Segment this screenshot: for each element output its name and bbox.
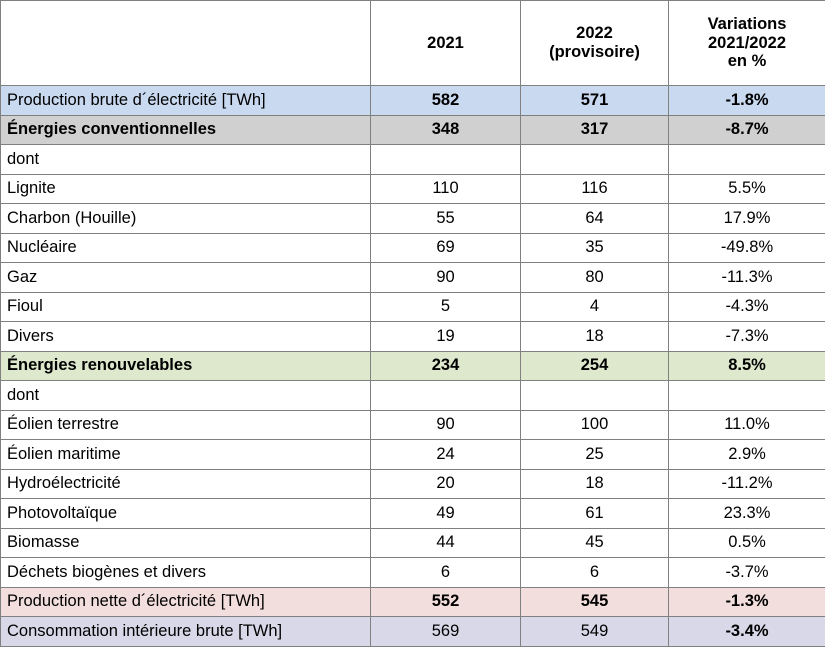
row-value-2022: 18 [521,322,669,352]
row-label: Charbon (Houille) [1,204,371,234]
row-value-2021 [371,145,521,175]
row-value-2022: 254 [521,351,669,381]
table-row [1,263,825,293]
row-value-2022: 61 [521,499,669,529]
row-value-2021: 69 [371,233,521,263]
row-label: dont [1,145,371,175]
row-label: Éolien terrestre [1,410,371,440]
row-value-variation: 5.5% [669,174,825,204]
row-label: dont [1,381,371,411]
header-cell-2022 [521,1,669,86]
header-row [1,1,825,86]
row-value-variation: -1.3% [669,587,825,617]
header-variation-line-1: Variations [675,15,819,34]
table-row [1,115,825,145]
row-value-variation: -4.3% [669,292,825,322]
row-value-2022: 18 [521,469,669,499]
row-value-variation: 23.3% [669,499,825,529]
row-value-variation: -49.8% [669,233,825,263]
row-label: Déchets biogènes et divers [1,558,371,588]
row-label: Divers [1,322,371,352]
table-body [1,86,825,647]
row-value-variation: 11.0% [669,410,825,440]
row-value-variation: 17.9% [669,204,825,234]
header-2022-line-1: 2022 [527,24,662,43]
row-value-variation: -11.2% [669,469,825,499]
row-value-2021: 24 [371,440,521,470]
row-value-2021: 582 [371,86,521,116]
row-label: Gaz [1,263,371,293]
row-value-variation: 0.5% [669,528,825,558]
row-value-variation: -3.4% [669,617,825,647]
row-value-2022: 6 [521,558,669,588]
row-value-2022: 64 [521,204,669,234]
table-row [1,322,825,352]
table-row [1,558,825,588]
table-row [1,587,825,617]
row-label: Production brute d´électricité [TWh] [1,86,371,116]
row-value-2022: 116 [521,174,669,204]
row-value-variation: -7.3% [669,322,825,352]
table-row [1,381,825,411]
row-value-2022: 317 [521,115,669,145]
table-row [1,292,825,322]
row-label: Éolien maritime [1,440,371,470]
table-row [1,86,825,116]
table-row [1,410,825,440]
table-row [1,617,825,647]
row-label: Nucléaire [1,233,371,263]
row-value-2022: 35 [521,233,669,263]
row-label: Hydroélectricité [1,469,371,499]
table-row [1,351,825,381]
row-value-2021: 90 [371,263,521,293]
row-value-2022: 571 [521,86,669,116]
row-value-variation: -3.7% [669,558,825,588]
row-value-2022: 80 [521,263,669,293]
row-value-variation [669,145,825,175]
row-value-2021: 5 [371,292,521,322]
header-cell-variation [669,1,825,86]
row-value-2021: 552 [371,587,521,617]
row-label: Biomasse [1,528,371,558]
row-value-2022: 545 [521,587,669,617]
row-label: Consommation intérieure brute [TWh] [1,617,371,647]
row-value-2022: 45 [521,528,669,558]
row-value-variation: -11.3% [669,263,825,293]
row-label: Énergies renouvelables [1,351,371,381]
row-value-2021: 234 [371,351,521,381]
header-2021-line-1: 2021 [377,34,514,53]
header-variation-line-2: 2021/2022 [675,34,819,53]
row-value-variation [669,381,825,411]
table-header [1,1,825,86]
row-label: Production nette d´électricité [TWh] [1,587,371,617]
row-value-2021: 44 [371,528,521,558]
header-2022-line-2: (provisoire) [527,43,662,62]
row-label: Énergies conventionnelles [1,115,371,145]
row-value-2022: 100 [521,410,669,440]
row-value-2021: 348 [371,115,521,145]
row-value-2021: 55 [371,204,521,234]
row-value-2021: 90 [371,410,521,440]
header-variation-line-3: en % [675,52,819,71]
row-value-2021: 110 [371,174,521,204]
table-row [1,145,825,175]
table-row [1,469,825,499]
table-row [1,204,825,234]
row-label: Photovoltaïque [1,499,371,529]
header-cell-2021 [371,1,521,86]
row-value-2022 [521,381,669,411]
row-value-2021: 6 [371,558,521,588]
row-value-variation: 2.9% [669,440,825,470]
row-value-2022: 25 [521,440,669,470]
row-label: Fioul [1,292,371,322]
table-row [1,440,825,470]
row-value-variation: -8.7% [669,115,825,145]
table-row [1,528,825,558]
table-row [1,499,825,529]
table-row [1,174,825,204]
row-value-2021: 569 [371,617,521,647]
row-value-2022: 4 [521,292,669,322]
row-value-2022: 549 [521,617,669,647]
table-row [1,233,825,263]
row-label: Lignite [1,174,371,204]
row-value-2022 [521,145,669,175]
row-value-2021: 19 [371,322,521,352]
row-value-2021 [371,381,521,411]
row-value-2021: 49 [371,499,521,529]
header-cell-label [1,1,371,86]
row-value-variation: -1.8% [669,86,825,116]
row-value-variation: 8.5% [669,351,825,381]
row-value-2021: 20 [371,469,521,499]
